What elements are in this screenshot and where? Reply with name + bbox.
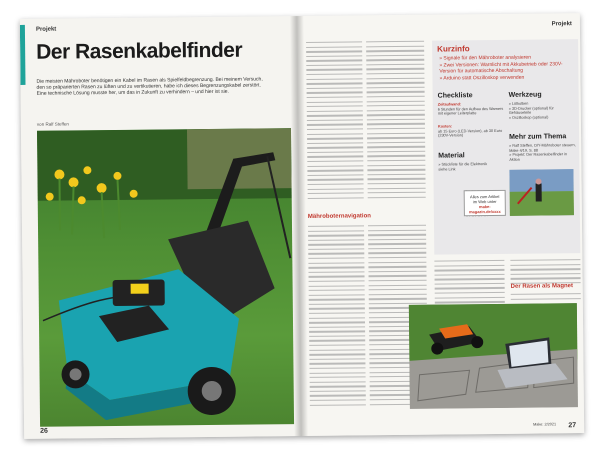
body-text-col1-top [306,41,364,202]
section-label-right: Projekt [551,21,572,28]
article-title: Der Rasenkabelfinder [36,38,243,64]
mehr-zum-thema-list: » Ralf Steffen, DIY-Mähroboter steuern, Make 4/19, S. 88 » Projekt: Der Rasenkabelfinder in Aktion [509,143,576,162]
kurzinfo-item: » Zwei Versionen: Warnlicht mit Akkubetrieb oder 230V-Version für automatische Abschaltung [439,61,574,74]
checkliste-text: ab 15 Euro (LED-Version), ab 30 Euro (230V-Version) [437,128,503,138]
section-maehroboter [308,211,426,224]
body-text-col1-bottom [308,225,366,409]
material-list: » Stückliste für die Elektronik siehe Link [438,162,488,172]
checkliste-zeitaufwand [438,102,504,116]
body-text-col2-top [366,41,426,202]
section-color-bar [20,25,26,85]
lawn-aerator-photo [37,128,294,427]
heading-rasen-als-magnet: Der Rasen als Magnet [510,283,574,290]
checkliste-label: Zeitaufwand: [437,102,462,107]
material-title: Material [438,152,465,160]
checkliste-title: Checkliste [437,92,473,100]
section-rasen-magnet [511,281,581,294]
kurzinfo-item: » Arduino statt Oszilloskop verwenden [439,74,574,81]
checkliste-text: 6 Stunden für den Aufbau des Warners mit eigener Leiterplatte [437,106,504,116]
mehr-zum-thema-item: Projekt: Der Rasenkabelfinder in Aktion [509,152,568,162]
werkzeug-item: Lötkolben [511,101,529,106]
werkzeug-title: Werkzeug [508,91,542,99]
page-number-left: 26 [40,427,48,435]
mehr-zum-thema-item: Ralf Steffen, DIY-Mähroboter steuern, Make 4/19, S. 88 [509,143,576,153]
checkliste-label: Kosten: [437,124,453,129]
link-box-line2: im Web unter [472,198,497,205]
lawn-aerator-illustration [37,128,294,427]
mehr-zum-thema-title: Mehr zum Thema [509,133,567,141]
right-page [296,13,584,436]
robot-mower-laptop-illustration [409,303,578,409]
article-lead: Die meisten Mähroboter benötigen ein Kabel im Rasen als Spielfeldbegrenzung. Bei meinem Versuch, den so präparierten Rasen zu lüften und zu vertikutieren, habe ich dieses Begrenzungskabel zerstört. Eine technische Lösung musste her, um das in Zukunft zu verhindern – und hier ist sie. [36,76,263,97]
material-item: siehe Link [438,166,456,172]
kurzinfo-item: » Signale für den Mähroboter analysieren [439,54,574,61]
issue-label: Make: 2/2021 [533,422,557,427]
article-author: von Ralf Steffen [36,121,69,127]
link-box-line1: Alles zum Artikel [470,193,500,200]
kurzinfo-box [432,39,580,255]
werkzeug-list: » Lötkolben » 3D-Drucker (optional) für Gehäuseteile » Oszilloskop (optional) [508,101,554,120]
left-page [20,16,300,439]
checkliste-kosten [438,124,504,138]
section-label: Projekt [35,26,57,33]
body-text-col4-bottom [511,293,581,303]
material-item: Stückliste für die Elektronik [441,162,488,167]
robot-mower-laptop-photo [409,303,578,409]
kurzinfo-list [432,54,578,82]
video-thumbnail-illustration [509,169,573,216]
web-link-box[interactable] [464,190,506,216]
werkzeug-item: Oszilloskop (optional) [512,115,549,120]
page-number-right: 27 [568,422,577,430]
magazine-spread [20,13,584,439]
kurzinfo [432,39,578,82]
video-thumbnail[interactable] [509,169,573,216]
heading-maehroboternavigation: Mähroboternavigation [307,213,371,220]
werkzeug-item: 3D-Drucker (optional) für Gehäuseteile [508,105,554,116]
link-box-url[interactable]: make-magazin.de/xxxx [468,204,501,215]
kurzinfo-title: Kurzinfo [437,44,470,54]
